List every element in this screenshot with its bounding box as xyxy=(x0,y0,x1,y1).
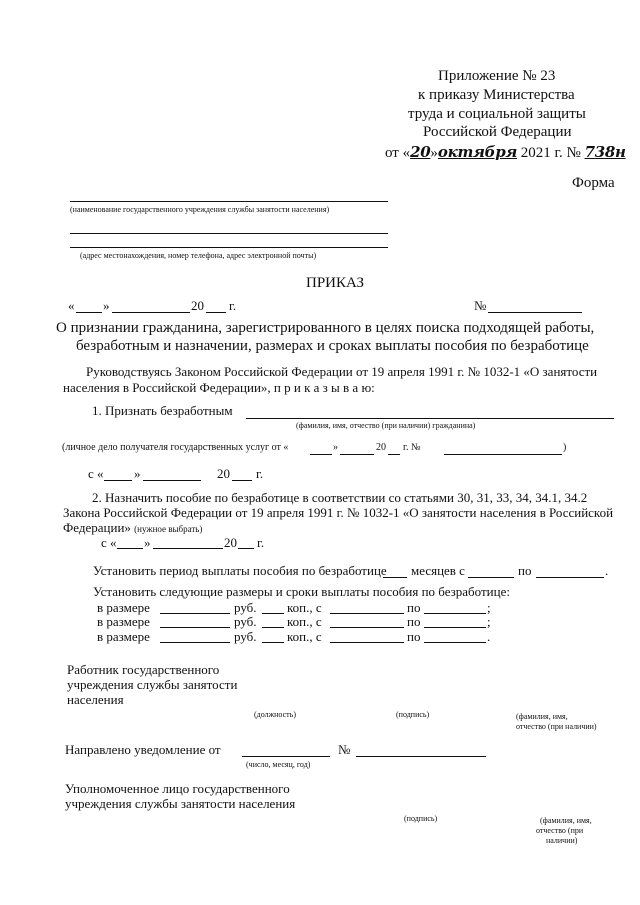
address-line-2 xyxy=(70,247,388,248)
order-g: г. xyxy=(229,298,237,313)
item2-month-line xyxy=(153,548,223,549)
document-title: ПРИКАЗ xyxy=(306,275,364,291)
amount-row-1-from-line xyxy=(330,613,404,614)
fio-caption: (фамилия, имя, отчество (при наличии) гражданина) xyxy=(296,421,476,430)
item2-line-3 xyxy=(63,520,202,536)
order-date-close: » xyxy=(103,298,110,313)
subject-line-2: безработным и назначении, размерах и сроках выплаты пособия по безработице xyxy=(76,338,589,354)
amount-row-3-kop-line xyxy=(262,642,284,643)
amount-row-2-from-line xyxy=(330,627,404,628)
date-prefix: от « xyxy=(385,145,411,161)
item1-since: с « xyxy=(88,466,104,481)
case-mid: » xyxy=(333,442,338,453)
case-month-line xyxy=(340,454,374,455)
item1-day-line xyxy=(104,480,132,481)
preamble-line-1: Руководствуясь Законом Российской Федерации от 19 апреля 1991 г. № 1032-1 «О занятости xyxy=(86,364,598,379)
signature2-caption: (подпись) xyxy=(404,814,438,823)
item1-year: 20 xyxy=(217,466,230,481)
amount-row-1-kop: коп., с xyxy=(287,600,322,615)
address-caption: (адрес местонахождения, номер телефона, адрес электронной почты) xyxy=(80,251,317,260)
handwritten-month: октября xyxy=(437,143,518,161)
item2-line-3-text: Федерации» xyxy=(63,520,131,535)
order-number-label: № xyxy=(474,298,487,313)
amount-row-1-rub-line xyxy=(160,613,230,614)
worker-line-3: населения xyxy=(67,692,124,707)
amount-row-2-end: ; xyxy=(487,614,491,629)
amount-row-2-kop: коп., с xyxy=(287,614,322,629)
period-months-line xyxy=(383,577,407,578)
item2-since-mid: » xyxy=(144,535,151,550)
case-year-line xyxy=(388,454,400,455)
amount-row-2-rub-line xyxy=(160,627,230,628)
handwritten-day: 20 xyxy=(410,143,431,161)
preamble-line-2: населения в Российской Федерации», п р и к а з ы в а ю: xyxy=(63,380,375,395)
amount-row-1-label: в размере xyxy=(97,600,150,615)
header-line-2: к приказу Министерства xyxy=(418,87,575,103)
case-number-line xyxy=(444,454,562,455)
choose-note: (нужное выбрать) xyxy=(134,524,203,534)
amount-row-1-to-line xyxy=(424,613,486,614)
appendix-number: Приложение № 23 xyxy=(438,68,556,84)
order-month-line xyxy=(112,312,190,313)
notice-number-label: № xyxy=(338,742,351,757)
order-year: 20 xyxy=(191,298,204,313)
position-caption: (должность) xyxy=(254,710,296,719)
case-line xyxy=(62,442,288,453)
item1-month-line xyxy=(143,480,201,481)
date-year: 2021 г. № xyxy=(520,145,581,161)
worker-line-2: учреждения службы занятости xyxy=(67,677,238,692)
period-end: . xyxy=(605,563,609,578)
amount-row-3-kop: коп., с xyxy=(287,629,322,644)
amount-row-3-to-line xyxy=(424,642,486,643)
header-line-4: Российской Федерации xyxy=(423,124,572,140)
period-to-line xyxy=(536,577,604,578)
amount-row-3-rub-line xyxy=(160,642,230,643)
signature-caption: (подпись) xyxy=(396,710,430,719)
item2-year: 20 xyxy=(224,535,237,550)
authorized-line-1: Уполномоченное лицо государственного xyxy=(65,781,290,796)
item1-g: г. xyxy=(256,466,264,481)
order-date xyxy=(68,298,75,314)
institution-caption: (наименование государственного учреждения службы занятости населения) xyxy=(70,205,330,214)
period-months: месяцев с xyxy=(411,563,465,578)
authorized-line-2: учреждения службы занятости населения xyxy=(65,796,296,811)
amount-row-2-rub: руб. xyxy=(234,614,257,629)
item1-since-mid: » xyxy=(134,466,141,481)
period-po: по xyxy=(518,563,532,578)
amount-row-3-label: в размере xyxy=(97,629,150,644)
institution-line xyxy=(70,201,388,202)
notice-date-line xyxy=(242,756,330,757)
item1-label: 1. Признать безработным xyxy=(92,403,233,418)
amount-row-1-kop-line xyxy=(262,613,284,614)
amount-row-3-end: . xyxy=(487,629,491,644)
amounts-intro: Установить следующие размеры и сроки выплаты пособия по безработице: xyxy=(93,584,510,599)
item2-g: г. xyxy=(257,535,265,550)
case-open: (личное дело получателя государственных услуг от « xyxy=(62,442,289,453)
amount-row-2-to-line xyxy=(424,627,486,628)
item1-year-line xyxy=(232,480,252,481)
date-caption: (число, месяц, год) xyxy=(246,760,311,769)
notice-label: Направлено уведомление от xyxy=(65,742,221,757)
order-date-open: « xyxy=(68,298,75,313)
case-year: 20 xyxy=(376,442,386,453)
amount-row-3-po: по xyxy=(407,629,421,644)
header-date-line xyxy=(385,143,626,162)
case-number-label: г. № xyxy=(403,442,421,453)
period-text: Установить период выплаты пособия по безработице xyxy=(93,563,387,578)
date-mid: » xyxy=(430,145,438,161)
amount-row-2-label: в размере xyxy=(97,614,150,629)
fio2-caption-2: отчество (при xyxy=(536,826,584,835)
item2-line-1: 2. Назначить пособие по безработице в соответствии со статьями 30, 31, 33, 34, 34.1, 34.2 xyxy=(92,490,588,505)
order-number-line xyxy=(488,312,582,313)
worker-line-1: Работник государственного xyxy=(67,662,220,677)
form-label: Форма xyxy=(572,175,615,191)
order-day-line xyxy=(76,312,102,313)
item2-line-2: Закона Российской Федерации от 19 апреля 1991 г. № 1032-1 «О занятости населения в Российской xyxy=(63,505,614,520)
item2-year-line xyxy=(238,548,254,549)
fio2-caption-1: (фамилия, имя, xyxy=(540,816,592,825)
period-from-line xyxy=(468,577,514,578)
amount-row-1-po: по xyxy=(407,600,421,615)
header-line-3: труда и социальной защиты xyxy=(408,106,586,122)
item2-since: с « xyxy=(101,535,117,550)
fio2-caption-3: наличии) xyxy=(546,836,578,845)
subject-line-1: О признании гражданина, зарегистрированного в целях поиска подходящей работы, xyxy=(56,320,595,336)
address-line-1 xyxy=(70,233,388,234)
amount-row-1-rub: руб. xyxy=(234,600,257,615)
amount-row-3-rub: руб. xyxy=(234,629,257,644)
order-year-line xyxy=(206,312,226,313)
amount-row-3-from-line xyxy=(330,642,404,643)
notice-number-line xyxy=(356,756,486,757)
amount-row-2-kop-line xyxy=(262,627,284,628)
item2-day-line xyxy=(117,548,143,549)
amount-row-2-po: по xyxy=(407,614,421,629)
case-day-line xyxy=(310,454,332,455)
amount-row-1-end: ; xyxy=(487,600,491,615)
handwritten-number: 738н xyxy=(584,143,626,161)
fio-short-caption-2: отчество (при наличии) xyxy=(516,722,597,731)
case-close: ) xyxy=(563,442,567,453)
fio-short-caption-1: (фамилия, имя, xyxy=(516,712,568,721)
fio-line xyxy=(246,418,614,419)
